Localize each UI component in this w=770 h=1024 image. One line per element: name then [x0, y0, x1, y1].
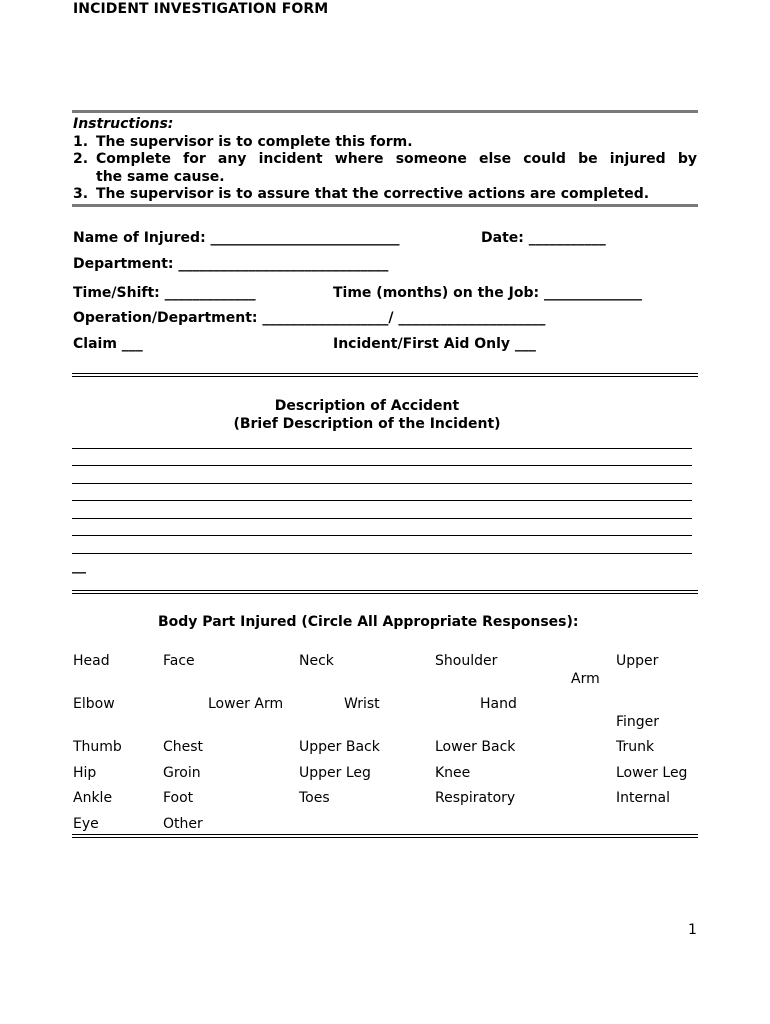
page-number: 1 [688, 922, 697, 938]
description-line[interactable] [72, 553, 692, 554]
name-of-injured-field[interactable]: Name of Injured: ___________________________ [73, 230, 400, 246]
body-part-trunk[interactable]: Trunk [616, 739, 655, 755]
body-part-face[interactable]: Face [163, 653, 195, 669]
claim-field[interactable]: Claim ___ [73, 336, 143, 352]
body-part-upper-leg[interactable]: Upper Leg [299, 765, 371, 781]
instruction-number: 1. [73, 133, 89, 150]
body-part-internal[interactable]: Internal [616, 790, 670, 806]
description-line[interactable] [72, 448, 692, 449]
time-shift-field[interactable]: Time/Shift: _____________ [73, 285, 256, 301]
description-line[interactable] [72, 518, 692, 519]
instruction-item [73, 151, 697, 169]
instructions-heading: Instructions: [73, 116, 174, 132]
description-line[interactable] [72, 500, 692, 501]
description-line[interactable] [72, 483, 692, 484]
body-part-foot[interactable]: Foot [163, 790, 194, 806]
body-part-respiratory[interactable]: Respiratory [435, 790, 516, 806]
instruction-text: Complete for any incident where someone else could be injured by [96, 151, 697, 167]
instruction-item [73, 186, 697, 204]
form-title: INCIDENT INVESTIGATION FORM [73, 1, 329, 17]
instruction-item-continuation [73, 169, 697, 187]
body-part-elbow[interactable]: Elbow [73, 696, 115, 712]
body-part-ankle[interactable]: Ankle [73, 790, 113, 806]
body-part-lower-arm[interactable]: Lower Arm [208, 696, 284, 712]
body-part-wrist[interactable]: Wrist [344, 696, 380, 712]
body-part-thumb[interactable]: Thumb [73, 739, 122, 755]
department-field[interactable]: Department: ______________________________ [73, 256, 389, 272]
body-part-neck[interactable]: Neck [299, 653, 334, 669]
date-field[interactable]: Date: ___________ [481, 230, 606, 246]
instruction-text: The supervisor is to complete this form. [96, 133, 413, 150]
body-part-lower-back[interactable]: Lower Back [435, 739, 516, 755]
description-line[interactable] [72, 535, 692, 536]
body-part-knee[interactable]: Knee [435, 765, 471, 781]
instructions-divider [72, 204, 698, 207]
body-part-hand[interactable]: Hand [480, 696, 517, 712]
incident-first-aid-field[interactable]: Incident/First Aid Only ___ [333, 336, 536, 352]
instruction-item [73, 134, 697, 152]
description-line[interactable] [72, 465, 692, 466]
body-part-other[interactable]: Other [163, 816, 203, 832]
description-subtitle: (Brief Description of the Incident) [233, 416, 501, 432]
body-part-groin[interactable]: Groin [163, 765, 201, 781]
description-line-end[interactable]: __ [72, 558, 86, 574]
body-part-chest[interactable]: Chest [163, 739, 204, 755]
fields-divider [72, 373, 698, 374]
body-part-upper-arm-cont[interactable]: Arm [571, 671, 600, 687]
header-divider [72, 110, 698, 113]
body-part-eye[interactable]: Eye [73, 816, 99, 832]
instruction-number: 2. [73, 151, 89, 167]
body-part-lower-leg[interactable]: Lower Leg [616, 765, 688, 781]
instruction-number: 3. [73, 186, 89, 202]
body-part-toes[interactable]: Toes [299, 790, 330, 806]
body-part-upper-arm[interactable]: Upper [616, 653, 659, 669]
body-part-finger[interactable]: Finger [616, 714, 660, 730]
time-on-job-field[interactable]: Time (months) on the Job: ______________ [333, 285, 642, 301]
description-title: Description of Accident [274, 398, 460, 414]
body-part-shoulder[interactable]: Shoulder [435, 653, 498, 669]
instruction-text: The supervisor is to assure that the corrective actions are completed. [96, 186, 650, 202]
instruction-text: the same cause. [96, 168, 225, 185]
body-part-heading: Body Part Injured (Circle All Appropriate Responses): [158, 614, 579, 630]
instructions-block [73, 116, 697, 204]
body-part-head[interactable]: Head [73, 653, 110, 669]
body-part-upper-back[interactable]: Upper Back [299, 739, 380, 755]
body-part-hip[interactable]: Hip [73, 765, 97, 781]
body-part-divider [72, 834, 698, 835]
description-divider [72, 590, 698, 591]
operation-department-field[interactable]: Operation/Department: __________________/ _____________________ [73, 310, 546, 326]
